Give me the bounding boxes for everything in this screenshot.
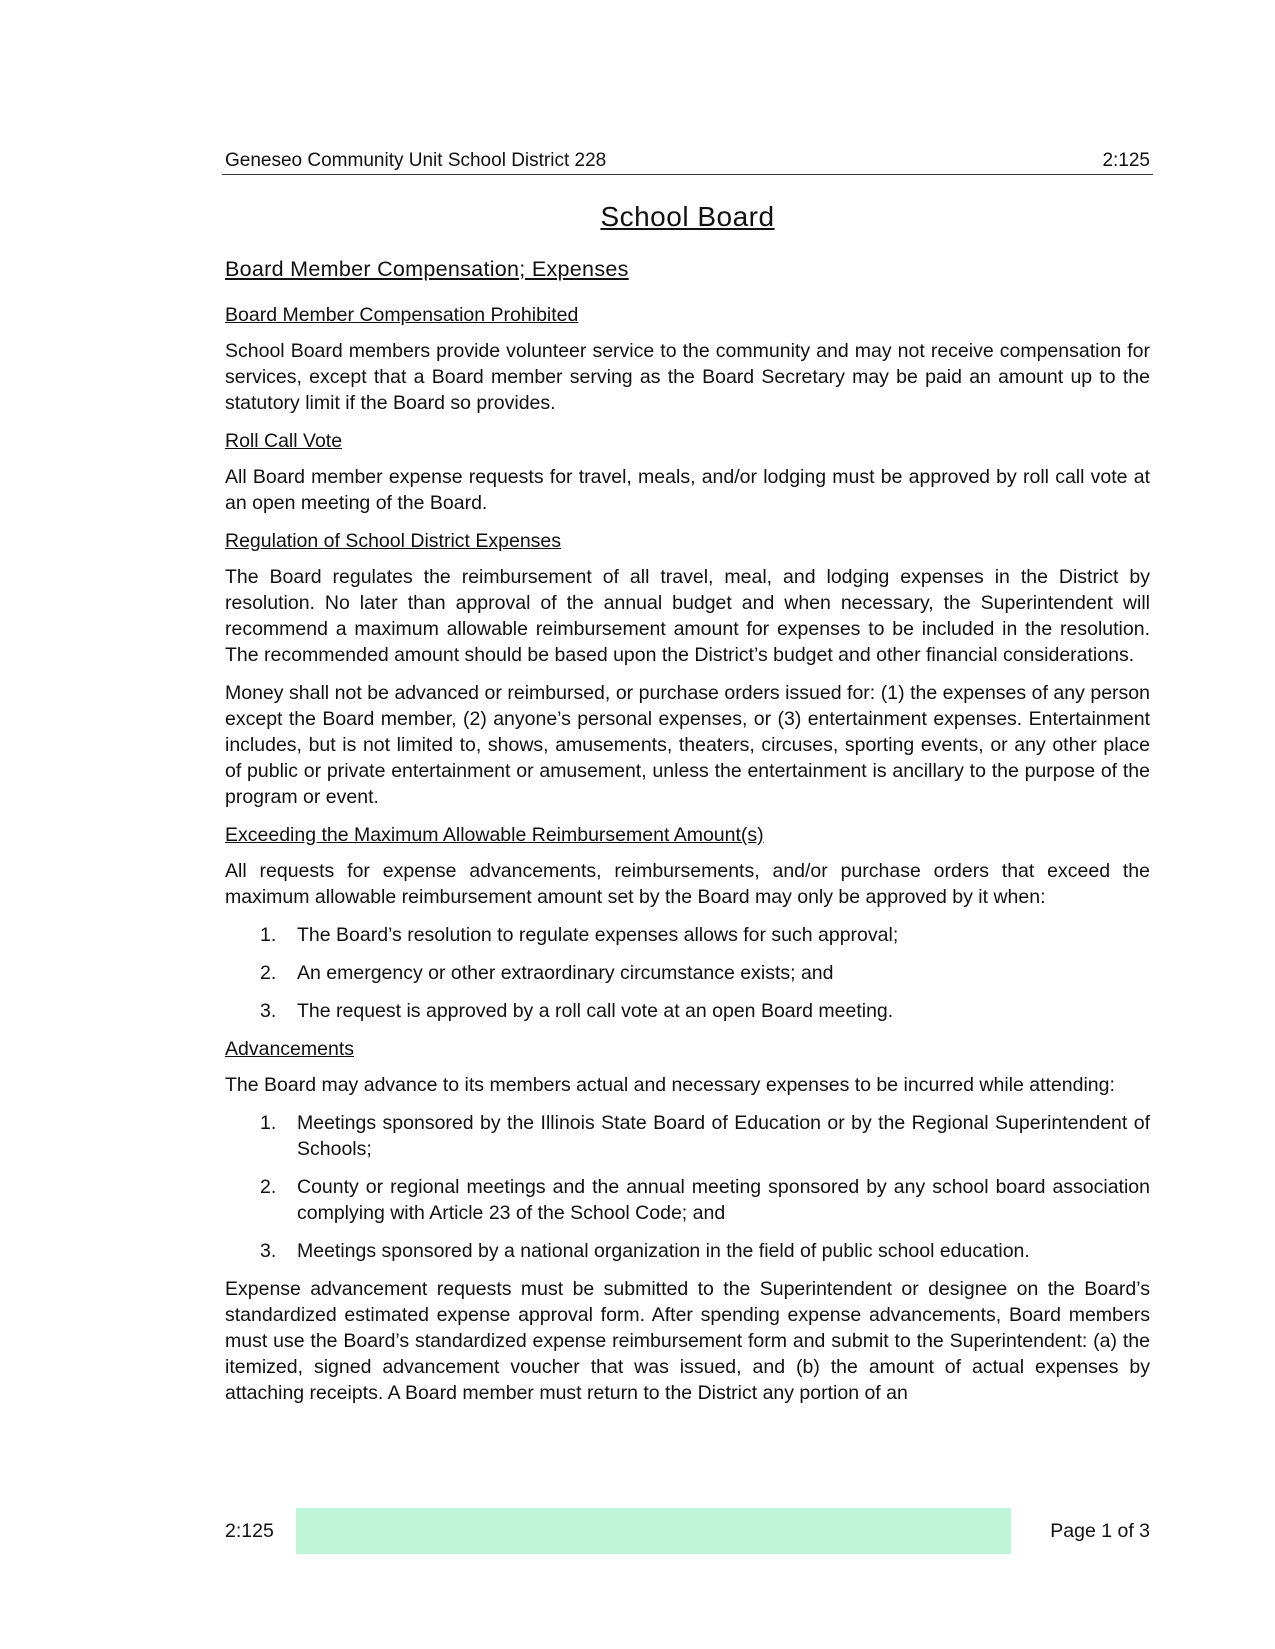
list-item: 2. An emergency or other extraordinary circumstance exists; and [260,962,834,984]
section-heading-roll-call: Roll Call Vote [225,430,343,452]
paragraph-compensation: School Board members provide volunteer service to the community and may not receive compensation for services, except that a Board member serving as the Board Secretary may be paid an amount up to the statutory limit if the Board so provides. [225,340,1150,414]
footer-policy-code: 2:125 [225,1520,274,1542]
paragraph-regulation-1: The Board regulates the reimbursement of all travel, meal, and lodging expenses in the District by resolution. No later than approval of the annual budget and when necessary, the Superintendent will recommend a maximum allowable reimbursement amount for expenses to be included in the resolution. The recommended amount should be based upon the District’s budget and other financial considerations. [225,566,1150,666]
list-item: 3. Meetings sponsored by a national organization in the field of public school education. [260,1240,1030,1262]
page-title: School Board [600,201,775,232]
list-item: 2. County or regional meetings and the annual meeting sponsored by any school board association complying with Article 23 of the School Code; and [260,1176,1150,1224]
page-subtitle: Board Member Compensation; Expenses [225,257,629,281]
list-item: 1. The Board’s resolution to regulate expenses allows for such approval; [260,924,899,946]
list-item: 3. The request is approved by a roll call vote at an open Board meeting. [260,1000,894,1022]
exceeding-list [222,922,1153,1024]
policy-code: 2:125 [1102,150,1150,171]
section-heading-exceeding: Exceeding the Maximum Allowable Reimbursement Amount(s) [225,824,764,846]
paragraph-regulation-2: Money shall not be advanced or reimbursed, or purchase orders issued for: (1) the expenses of any person except the Board member, (2) anyone’s personal expenses, or (3) entertainment expenses. Entertainment includes, but is not limited to, shows, amusements, theaters, circuses, sporting events, or any other place of public or private entertainment or amusement, unless the entertainment is ancillary to the purpose of the program or event. [225,682,1150,808]
advancements-list [222,1110,1153,1264]
section-heading-advancements: Advancements [225,1038,354,1060]
paragraph-roll-call: All Board member expense requests for travel, meals, and/or lodging must be approved by roll call vote at an open meeting of the Board. [225,466,1150,514]
page-header [222,150,1153,175]
section-heading-regulation: Regulation of School District Expenses [225,530,562,552]
paragraph-advancements-2: Expense advancement requests must be submitted to the Superintendent or designee on the Board’s standardized estimated expense approval form. After spending expense advancements, Board members must use the Board’s standardized expense reimbursement form and submit to the Superintendent: (a) the itemized, signed advancement voucher that was issued, and (b) the amount of actual expenses by attaching receipts. A Board member must return to the District any portion of an [225,1278,1150,1404]
footer-highlight-bar [296,1508,1011,1554]
paragraph-exceeding: All requests for expense advancements, reimbursements, and/or purchase orders that exceed the maximum allowable reimbursement amount set by the Board may only be approved by it when: [225,860,1150,908]
paragraph-advancements-1: The Board may advance to its members actual and necessary expenses to be incurred while attending: [225,1074,1115,1096]
page-number: Page 1 of 3 [1050,1520,1150,1542]
district-name: Geneseo Community Unit School District 228 [225,150,607,171]
section-heading-compensation: Board Member Compensation Prohibited [225,304,579,326]
document-body [222,200,1153,1418]
page-footer [222,1508,1153,1554]
list-item: 1. Meetings sponsored by the Illinois State Board of Education or by the Regional Superintendent of Schools; [260,1112,1150,1160]
